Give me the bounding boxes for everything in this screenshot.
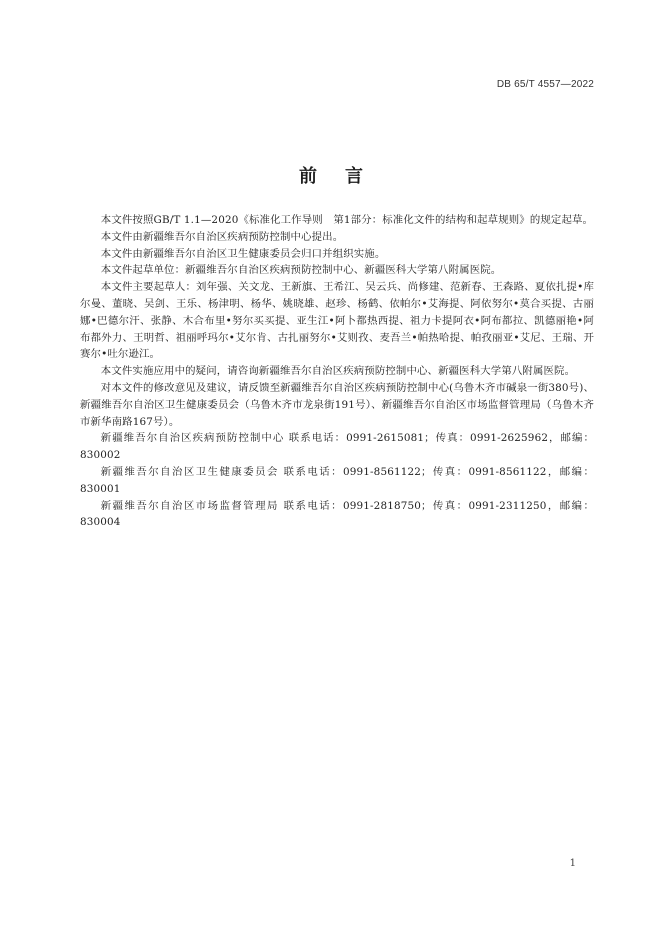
foreword-body	[80, 212, 594, 531]
standard-code: DB 65/T 4557—2022	[496, 79, 594, 90]
paragraph-feedback: 对本文件的修改意见及建议，请反馈至新疆维吾尔自治区疾病预防控制中心(乌鲁木齐市碱泉一街380号)、新疆维吾尔自治区卫生健康委员会（乌鲁木齐市龙泉街191号）、新疆维吾尔自治区市场监督管理局（乌鲁木齐市新华南路167号）。	[80, 381, 594, 428]
paragraph-administrator: 本文件由新疆维吾尔自治区卫生健康委员会归口并组织实施。	[100, 247, 386, 260]
contact-market-regulation: 新疆维吾尔自治区市场监督管理局 联系电话：0991-2818750；传真：0991-2311250，邮编：830004	[80, 499, 594, 529]
paragraph-inquiries: 本文件实施应用中的疑问，请咨询新疆维吾尔自治区疾病预防控制中心、新疆医科大学第八附属医院。	[100, 365, 576, 378]
page-number: 1	[569, 858, 576, 869]
paragraph-drafting-basis: 本文件按照GB/T 1.1—2020《标准化工作导则 第1部分：标准化文件的结构和起草规则》的规定起草。	[100, 214, 594, 226]
paragraph-proposer: 本文件由新疆维吾尔自治区疾病预防控制中心提出。	[100, 230, 344, 243]
paragraph-drafting-units: 本文件起草单位：新疆维吾尔自治区疾病预防控制中心、新疆医科大学第八附属医院。	[100, 264, 502, 277]
contact-health-commission: 新疆维吾尔自治区卫生健康委员会 联系电话：0991-8561122；传真：0991-8561122，邮编：830001	[80, 465, 594, 495]
contact-cdc: 新疆维吾尔自治区疾病预防控制中心 联系电话：0991-2615081；传真：0991-2625962，邮编：830002	[80, 432, 594, 462]
paragraph-drafters: 本文件主要起草人：刘年强、关文龙、王新旗、王希江、吴云兵、尚修建、范新春、王森路、夏依扎提•库尔曼、董晓、吴剑、王乐、杨津明、杨华、姚晓雄、赵珍、杨鹤、依帕尔•艾海提、阿依努尔•莫合买提、古丽娜•巴德尔汗、张静、木合布里•努尔买买提、亚生江•阿卜都热西提、祖力卡提阿衣•阿布都拉、凯德丽艳•阿布都外力、王明哲、祖丽呼玛尔•艾尔肯、古扎丽努尔•艾则孜、麦吾兰•帕热哈提、帕孜丽亚•艾尼、王瑞、开赛尔•吐尔逊江。	[80, 281, 594, 361]
page-title: 前言	[299, 166, 391, 187]
